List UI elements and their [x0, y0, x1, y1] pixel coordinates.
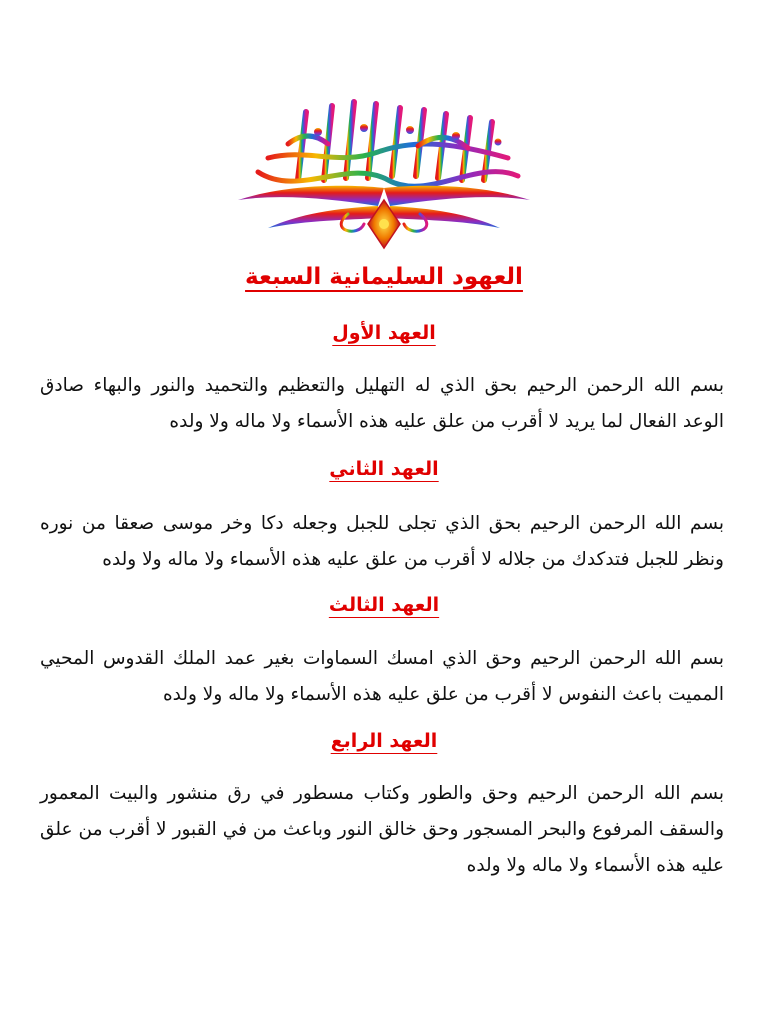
- basmala-calligraphy-logo: [228, 88, 540, 256]
- section-heading-2: العهد الثاني: [329, 458, 439, 480]
- section-text-3: بسم الله الرحمن الرحيم وحق الذي امسك السماوات بغير عمد الملك القدوس المحيي المميت باعث النفوس لا أقرب من علق عليه هذه الأسماء ولا ماله ولا ولده: [40, 648, 724, 705]
- section-text-2: بسم الله الرحمن الرحيم بحق الذي تجلى للجبل وجعله دكا وخر موسى صعقا من نوره ونظر للجبل فتدكدك من جلاله لا أقرب من علق عليه هذه الأسماء ولا ماله ولا ولده: [40, 513, 724, 570]
- section-heading-1: العهد الأول: [332, 322, 436, 344]
- document-title: العهود السليمانية السبعة: [245, 264, 523, 290]
- section-heading-4: العهد الرابع: [330, 730, 438, 752]
- section-heading-3: العهد الثالث: [328, 594, 440, 616]
- section-text-4: بسم الله الرحمن الرحيم وحق والطور وكتاب مسطور في رق منشور والبيت المعمور والسقف المرفوع والبحر المسجور وحق خالق النور وباعث من في القبور لا أقرب من علق عليه هذه الأسماء ولا ماله ولا ولده: [40, 783, 724, 876]
- section-text-1: بسم الله الرحمن الرحيم بحق الذي له التهليل والتعظيم والتحميد والنور والبهاء صادق الوعد الفعال لما يريد لا أقرب من علق عليه هذه الأسماء ولا ماله ولا ولده: [40, 375, 724, 432]
